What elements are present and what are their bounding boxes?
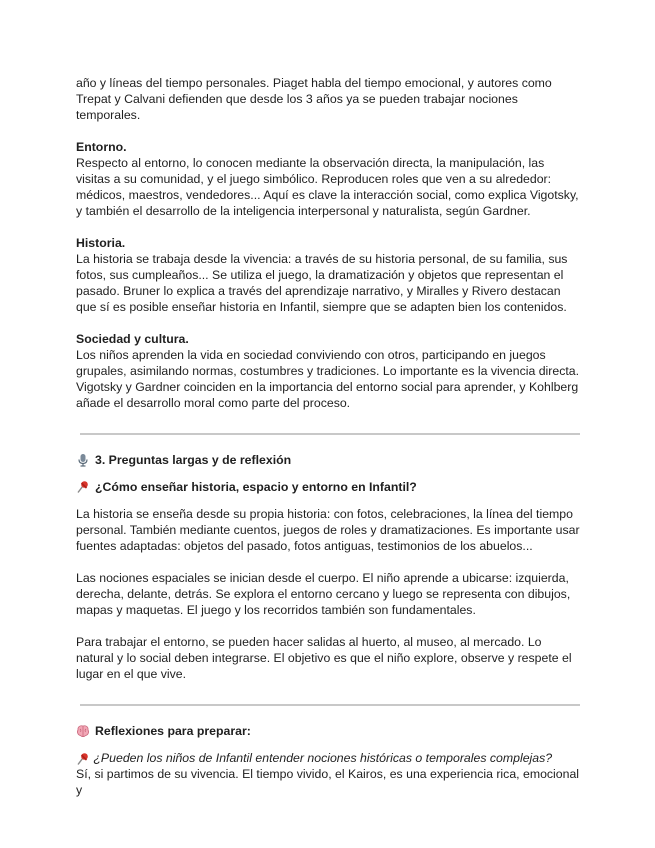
answer-paragraph-2: Las nociones espaciales se inician desde el cuerpo. El niño aprende a ubicarse: izquierda, derecha, delante, detrás. Se explora el entorno cercano y luego se representa con dibujos, mapas y maquetas. El juego y los recorridos también son fundamentales. (76, 571, 571, 617)
section-title-historia: Historia. (76, 236, 126, 250)
answer-paragraph-3: Para trabajar el entorno, se pueden hacer salidas al huerto, al museo, al mercado. Lo natural y lo social deben integrarse. El objetivo es que el niño explore, observe y respete el lugar en el que vive. (76, 635, 572, 681)
document-page (76, 75, 580, 798)
brain-icon (76, 724, 90, 738)
section-body-entorno: Respecto al entorno, lo conocen mediante la observación directa, la manipulación, las visitas a su comunidad, y el juego simbólico. Reproducen roles que ven a su alrededor: médicos, maestros, vendedores... Aquí es clave la interacción social, como explica Vigotsky, y también el desarrollo de la inteligencia interpersonal y naturalista, según Gardner. (76, 156, 579, 218)
part3-title: 3. Preguntas largas y de reflexión (95, 453, 292, 467)
microphone-icon (76, 453, 90, 467)
section-body-sociedad: Los niños aprenden la vida en sociedad conviviendo con otros, participando en juegos grupales, asimilando normas, costumbres y tradiciones. Lo importante es la vivencia directa. Vigotsky y Gardner coinciden en la importancia del entorno social para aprender, y Kohlberg añade el desarrollo moral como parte del proceso. (76, 348, 580, 410)
reflexiones-title: Reflexiones para preparar: (95, 724, 251, 738)
reflexion-question (76, 750, 580, 766)
answer-paragraph-1: La historia se enseña desde su propia historia: con fotos, celebraciones, la línea del tiempo personal. También mediante cuentos, juegos de roles y dramatizaciones. Es importante usar fuentes adaptadas: objetos del pasado, fotos antiguas, testimonios de los abuelos... (76, 507, 580, 553)
reflexion-answer: Sí, si partimos de su vivencia. El tiempo vivido, el Kairos, es una experiencia rica, emocional y (76, 767, 580, 797)
part3-heading (76, 452, 580, 468)
section-title-sociedad: Sociedad y cultura. (76, 332, 189, 346)
intro-continuation: año y líneas del tiempo personales. Piaget habla del tiempo emocional, y autores como Trepat y Calvani defienden que desde los 3 años ya se pueden trabajar nociones temporales. (76, 76, 552, 122)
reflexion-question-text: ¿Pueden los niños de Infantil entender nociones históricas o temporales complejas? (93, 751, 553, 765)
pushpin-icon (76, 752, 90, 766)
section-title-entorno: Entorno. (76, 140, 127, 154)
question-title: ¿Cómo enseñar historia, espacio y entorno en Infantil? (95, 480, 417, 494)
pushpin-icon (76, 480, 90, 494)
question-heading (76, 479, 580, 495)
reflexiones-heading (76, 723, 580, 739)
section-body-historia: La historia se trabaja desde la vivencia: a través de su historia personal, de su familia, sus fotos, sus cumpleaños... Se utiliza el juego, la dramatización y objetos que representan el pasado. Bruner lo explica a través del aprendizaje narrativo, y Miralles y Rivero destacan que sí es posible enseñar historia en Infantil, siempre que se adapten bien los contenidos. (76, 252, 568, 314)
